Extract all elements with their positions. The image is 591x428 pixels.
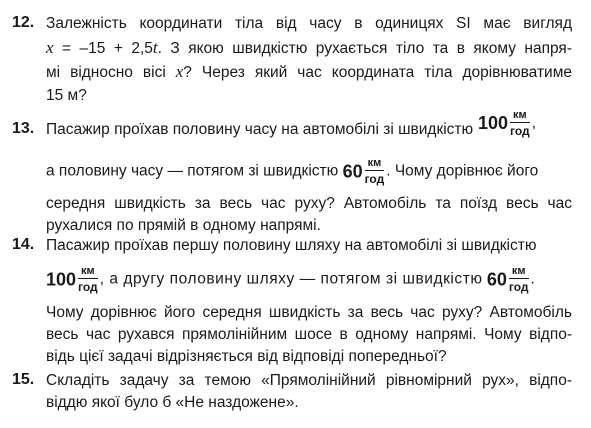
- problem-number: 15.: [12, 371, 35, 388]
- problem-text-line: віддю якої було б «Не наздожене».: [46, 394, 299, 411]
- problem-text-line: відь цієї задачі відрізняється від відповіді попередньої?: [46, 348, 447, 365]
- problem-text-line: середня швидкість за весь час руху? Автомобіль та поїзд весь час: [46, 195, 572, 212]
- problem-text-line: 100 $\frac{км}{\text{год}}$ , а другу половину шляху — потягом зі швидкістю 60 $\frac{км}{\text{год}}$ .: [46, 265, 535, 294]
- variable-t: t: [152, 38, 158, 57]
- problem-text-line: x = –15 + 2,5t. З якою швидкістю рухається тіло та в якому напря-: [46, 38, 572, 57]
- speed-value-2: 60: [342, 161, 363, 182]
- problem-text-line: Складіть задачу за темою «Прямолінійний рівномірний рух», відпо-: [46, 372, 572, 389]
- problem-text-line: Пасажир проїхав першу половину шляху на автомобілі зі швидкістю: [46, 237, 537, 254]
- problem-number: 12.: [12, 14, 35, 31]
- speed-value-1: 100 $\frac{км}{\text{год}}$ ,: [478, 109, 536, 138]
- problem-number: 14.: [12, 236, 35, 253]
- unit-fraction: $\frac{км}{\text{год}}$: [510, 109, 530, 138]
- speed-value-1: 100: [46, 269, 77, 290]
- problem-number: 13.: [12, 120, 35, 137]
- unit-fraction: $\frac{км}{\text{год}}$: [364, 157, 385, 186]
- variable-x: x: [46, 38, 54, 57]
- variable-x: x: [175, 62, 184, 81]
- problem-text-line: весь час рухався прямолінійним шосе в одному напрямі. Чому відпо-: [46, 326, 572, 343]
- unit-fraction: $\frac{км}{\text{год}}$: [78, 265, 98, 294]
- problem-text-line: рухалися по прямій в одному напрямі.: [46, 217, 321, 234]
- problem-text-line: Пасажир проїхав половину часу на автомобілі зі швидкістю: [46, 121, 474, 138]
- problem-text-line: а половину часу — потягом зі швидкістю 60 $\frac{км}{\text{год}}$ . Чому дорівнює його: [46, 157, 539, 186]
- problem-text-line: мі відносно вісі x? Через який час координата тіла дорівнюватиме: [46, 62, 572, 81]
- problem-text-line: Залежність координати тіла від часу в одиницях SI має вигляд: [46, 15, 572, 32]
- speed-value-2: 60: [486, 269, 507, 290]
- problem-text-line: 15 м?: [46, 87, 87, 104]
- unit-fraction: $\frac{км}{\text{год}}$: [508, 265, 529, 294]
- problem-text-line: Чому дорівнює його середня швидкість за весь час руху? Автомобіль: [46, 304, 572, 321]
